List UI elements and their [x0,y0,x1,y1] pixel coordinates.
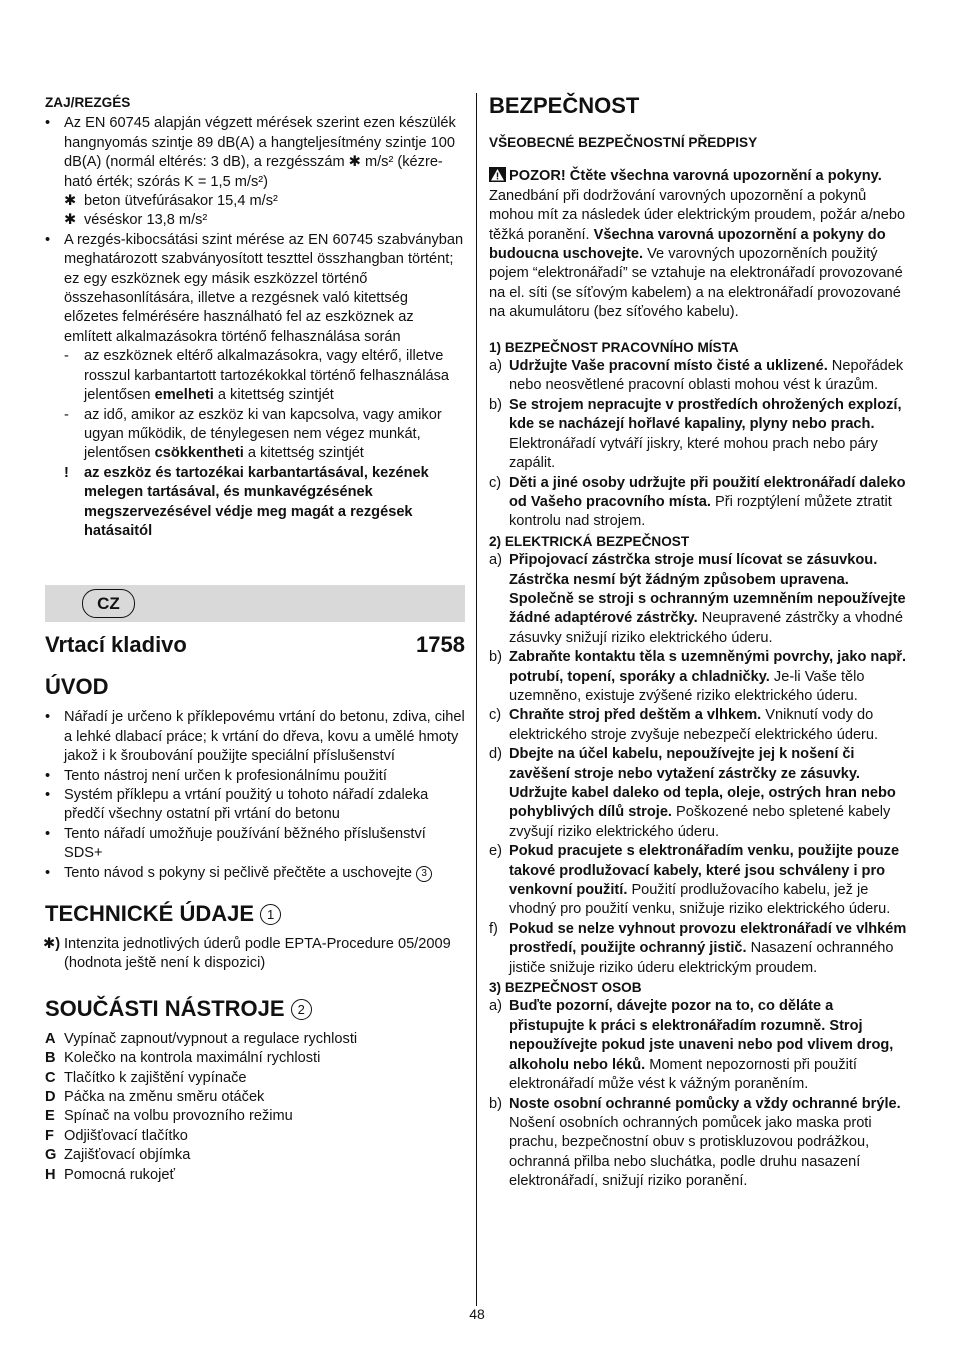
tech-note: ✱) Intenzita jednotlivých úderů podle EPTA-Procedure 05/2009 (hodnota ještě není k dispozici) [43,936,451,972]
asterisk-icon: ✱ [64,193,77,210]
product-name: Vrtací kladivo [45,632,187,658]
list-item: b) Se strojem nepracujte v prostředích ohrožených explozí, kde se nacházejí hořlavé kapaliny, plyny nebo prach. Elektronářadí vytváří jiskry, které mohou prach nebo páry zapálit. [489,396,902,472]
intro-list [45,708,465,883]
product-title-row [45,632,465,658]
asterisk-icon: ✱ [64,212,77,229]
list-item: c) Chraňte stroj před deštěm a vlhkem. Vniknutí vody do elektrického stroje zvyšuje nebezpečí elektrického úderu. [489,707,879,743]
list-item: a) Buďte pozorní, dávejte pozor na to, co děláte a přistupujte k práci s elektronářadím rozumně. Stroj nepoužívejte pokud jste unaveni nebo pod vlivem drog, alkoholu nebo léků. Moment nepozornosti při použití elektronářadí může vést k vážným poraněním. [489,998,894,1093]
safety-heading: BEZPEČNOST [489,93,640,118]
noise-heading: ZAJ/REZGÉS [45,95,131,110]
list-item: B Kolečko na kontrola maximální rychlosti [45,1050,321,1067]
list-item: D Páčka na změnu směru otáček [45,1089,265,1106]
figure-ref-badge: 2 [291,999,312,1020]
language-badge: CZ [82,589,135,618]
language-bar [45,585,465,622]
list-item: e) Pokud pracujete s elektronářadím venku, použijte pouze takové prodlužovací kabely, které jsou schváleny i pro venkovní použití. Použití prodlužovacího kabelu, jež je vhodný pro použití venku, snižuje riziko elektrického úderu. [489,843,900,918]
list-item: • Systém příklepu a vrtání použitý u tohoto nářadí zdaleka předčí všechny ostatní při vrtání do betonu [45,786,465,825]
list-item [45,231,465,542]
list-item [45,114,465,230]
asterisk-icon: ✱) [43,936,61,952]
warning-icon [489,167,506,182]
list-item: H Pomocná rukojeť [45,1166,175,1183]
list-item: A Vypínač zapnout/vypnout a regulace rychlosti [45,1030,358,1047]
section-heading: 2) ELEKTRICKÁ BEZPEČNOST [489,533,690,549]
list-item: - az eszköznek eltérő alkalmazásokra, vagy eltérő, illetve rosszul karbantartott tartozékokkal történő felhasználása jelentősen emelheti a kitettség szintjét [64,348,450,404]
list-item: ! az eszköz és tartozékai karbantartásával, kezének melegen tartásával, és munkavégzésének megszervezésével védje meg magát a rezgések hatásaitól [64,464,429,539]
exclamation-list [64,464,465,542]
list-item: • Tento nářadí umožňuje používání běžného příslušenství SDS+ [45,825,465,864]
list-item: ✱ beton ütvefúrásakor 15,4 m/s² [64,192,465,211]
vibration-values [64,192,465,231]
section-heading: 3) BEZPEČNOST OSOB [489,980,642,996]
column-divider [476,93,477,1306]
parts-heading: SOUČÁSTI NÁSTROJE 2 [45,996,465,1022]
dash-list [64,347,465,463]
list-item: • Tento nástroj není určen k profesionálnímu použití [45,767,465,786]
list-item: F Odjišťovací tlačítko [45,1127,188,1144]
left-column [45,93,465,1185]
tech-heading: TECHNICKÉ ÚDAJE 1 [45,901,465,927]
parts-list [45,1030,465,1185]
list-item: E Spínač na volbu provozního režimu [45,1108,293,1125]
warning-paragraph: POZOR! Čtěte všechna varovná upozornění a pokyny. Zanedbání při dodržování varovných upozornění a pokynů mohou mít za následek úder elektrickým proudem, požár a/nebo těžká poranění. Všechna varovná upozornění a pokyny do budoucna uschovejte. Ve varovných upozorněních použitý pojem “elektronářadí” se vztahuje na elektronářadí provozované na el. síti (se síťovým kabelem) a na elektronářadí provozované na akumulátoru (bez síťového kabelu). [489,168,906,321]
figure-ref-badge: 3 [416,866,432,882]
safety-list [489,997,909,1191]
list-item: b) Zabraňte kontaktu těla s uzemněnými povrchy, jako např. potrubí, topení, sporáky a chladničky. Je-li Vaše tělo uzemněno, existuje zvýšené riziko elektrického úderu. [489,649,907,704]
list-item: ✱ véséskor 13,8 m/s² [64,211,465,230]
exclamation-icon: ! [64,464,69,481]
safety-list [489,551,909,978]
list-item: f) Pokud se nelze vyhnout provozu elektronářadí ve vlhkém prostředí, použijte ochranný jistič. Nasazení ochranného jističe snižuje riziko úderu elektrickým proudem. [489,920,907,976]
list-item: • Nářadí je určeno k příklepovému vrtání do betonu, zdiva, cihel a lehké dlabací práce; k vrtání do dřeva, kovu a umělé hmoty jakož i k šroubování použijte speciální příslušenství [45,708,465,766]
list-item: G Zajišťovací objímka [45,1147,191,1164]
intro-heading: ÚVOD [45,674,109,700]
list-item: c) Děti a jiné osoby udržujte při použití elektronářadí daleko od Vašeho pracovního místa. Při rozptýlení můžete ztratit kontrolu nad strojem. [489,474,906,530]
list-item: b) Noste osobní ochranné pomůcky a vždy ochranné brýle. Nošení osobních ochranných pomůcek jako maska proti prachu, bezpečnostní obuv s protiskluzovou podrážkou, ochranná přilba nebo sluchátka, podle druhu nasazení elektronářadí, snižují riziko poranění. [489,1095,901,1190]
list-item: C Tlačítko k zajištění vypínače [45,1069,247,1086]
noise-text: Az EN 60745 alapján végzett mérések szerint ezen készülék hangnyomás szintje 89 dB(A) a hangteljesítmény szintje 100 dB(A) (normál eltérés: 3 dB), a rezgésszám ✱ m/s² (kézre-ható érték; szórás K = 1,5 m/s²) [64,115,456,190]
list-item: a) Udržujte Vaše pracovní místo čisté a uklizené. Nepořádek nebo neosvětlené pracovní oblasti mohou vést k úrazům. [489,358,904,394]
list-item: a) Připojovací zástrčka stroje musí lícovat se zásuvkou. Zástrčka nesmí být žádným způsobem upravena. Společně se stroji s ochranným uzemněním nepoužívejte žádné adaptérové zástrčky. Neupravené zástrčky a vhodné zásuvky snižují riziko elektrického úderu. [489,552,906,646]
section-heading: 1) BEZPEČNOST PRACOVNÍHO MÍSTA [489,339,739,355]
noise-list [45,114,465,541]
figure-ref-badge: 1 [260,904,281,925]
page-number: 48 [469,1306,485,1322]
safety-list [489,357,909,532]
general-safety-heading: VŠEOBECNÉ BEZPEČNOSTNÍ PŘEDPISY [489,135,758,150]
model-number: 1758 [416,632,465,658]
list-item: • Tento návod s pokyny si pečlivě přečtěte a uschovejte 3 [45,864,465,883]
vibration-text: A rezgés-kibocsátási szint mérése az EN 60745 szabványban meghatározott szabványosított teszttel összhangban történt; ez egy eszköznek egy másik eszközzel történő összehasonlítására, illetve a rezgésnek való kitettség előzetes felmérésére használható fel az eszköznek az említett alkalmazásokra történő felhasználása során [64,231,464,345]
right-column [489,93,909,1192]
list-item: - az idő, amikor az eszköz ki van kapcsolva, vagy amikor ugyan működik, de ténylegesen nem végez munkát, jelentősen csökkentheti a kitettség szintjét [64,406,442,462]
list-item: d) Dbejte na účel kabelu, nepoužívejte jej k nošení či zavěšení stroje nebo vytažení zástrčky ze zásuvky. Udržujte kabel daleko od tepla, oleje, ostrých hran nebo pohyblivých dílů stroje. Poškozené nebo spletené kabely zvyšují riziko elektrického úderu. [489,746,896,840]
